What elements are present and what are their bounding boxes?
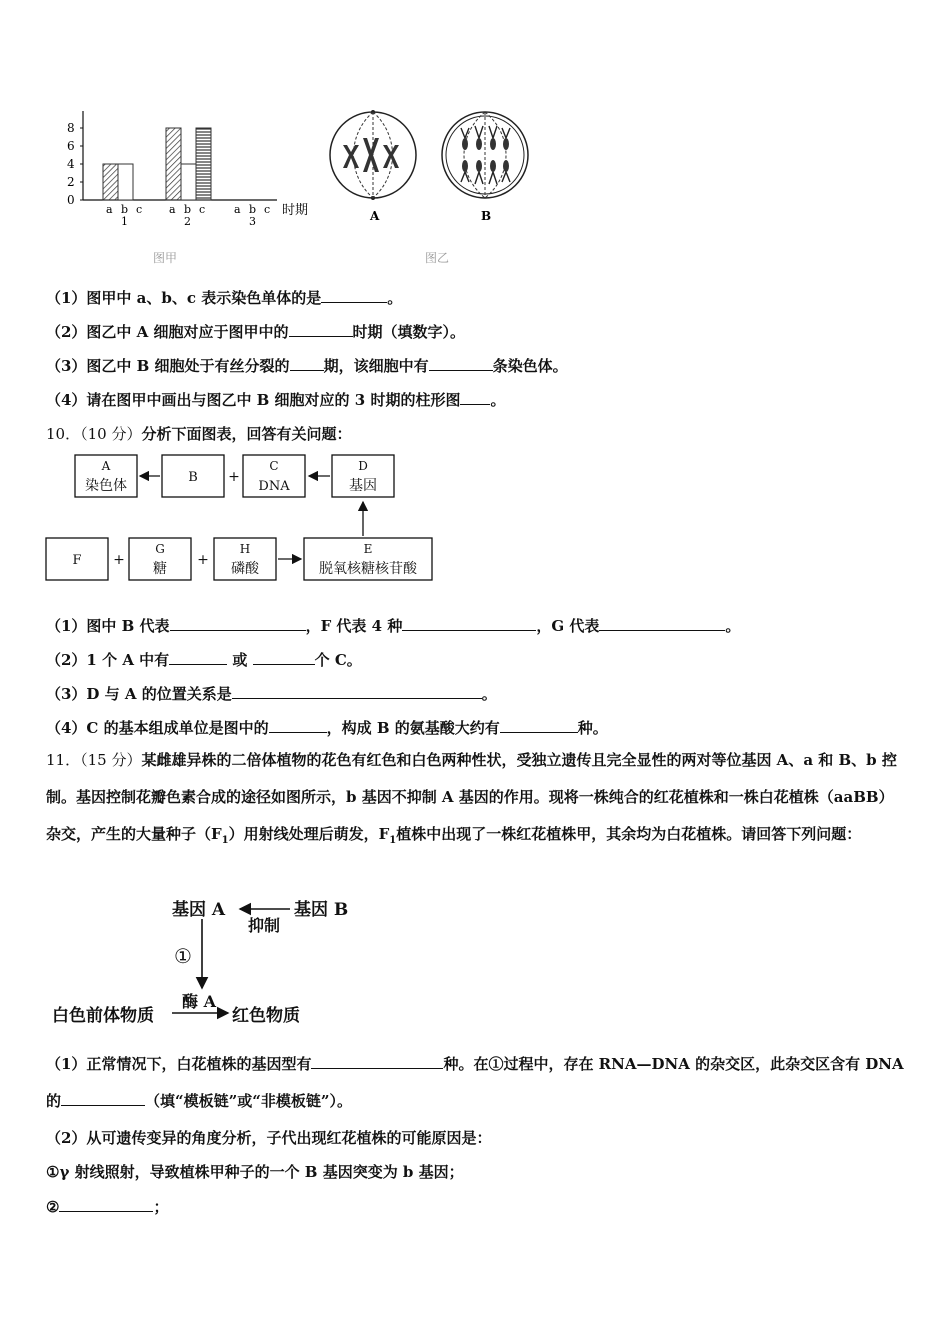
box-e-letter: E <box>363 542 373 556</box>
q10-2-end: 个 C。 <box>314 651 362 669</box>
chart-x-letter: b <box>121 203 129 216</box>
box-d-name: 基因 <box>349 478 377 494</box>
chart-x-letter: a <box>106 203 113 216</box>
enzyme-a-label: 酶 A <box>182 992 216 1011</box>
box-e-name: 脱氧核糖核苷酸 <box>319 561 417 577</box>
q10-number: 10．（10 分） <box>46 425 142 443</box>
inhibit-label: 抑制 <box>248 916 281 935</box>
q10-2-text: （2）1 个 A 中有 <box>46 651 170 669</box>
q10-line-1 <box>46 615 740 636</box>
chart-x-letter: c <box>199 203 206 216</box>
q9-4-text: （4）请在图甲中画出与图乙中 B 细胞对应的 3 时期的柱形图 <box>46 391 461 409</box>
figure-yi-cells <box>325 100 545 265</box>
q10-1-blank-a[interactable] <box>170 615 306 631</box>
box-h-name: 磷酸 <box>231 561 259 577</box>
q9-2-blank[interactable] <box>289 321 353 337</box>
q10-2-mid: 或 <box>227 651 253 669</box>
chart-x-period-label: 3 <box>249 215 256 228</box>
q10-title: 分析下面图表，回答有关问题： <box>141 425 352 443</box>
cell-a-label: A <box>370 209 380 223</box>
chart-y-tick-label: 8 <box>67 121 75 135</box>
chart-x-letter: a <box>169 203 176 216</box>
plus-gh: + <box>197 552 209 568</box>
q10-4-text: （4）C 的基本组成单位是图中的 <box>46 719 269 737</box>
q11-number: 11．（15 分） <box>46 751 142 769</box>
q9-3-text: （3）图乙中 B 细胞处于有丝分裂的 <box>46 357 290 375</box>
q9-4-blank[interactable] <box>460 389 490 405</box>
box-a-name: 染色体 <box>85 478 127 494</box>
cell-a-diagram <box>330 110 416 223</box>
chart-x-letter: c <box>264 203 271 216</box>
chart-x-letter: b <box>249 203 257 216</box>
q11-reason-1-text: ①γ 射线照射，导致植株甲种子的一个 B 基因突变为 b 基因； <box>46 1163 464 1181</box>
box-a-letter: A <box>101 459 111 473</box>
q9-1-end: 。 <box>387 289 403 307</box>
q11-intro-text-3: 植株中出现了一株红花植株甲，其余均为白花植株。请回答下列问题： <box>396 825 862 843</box>
q10-3-text: （3）D 与 A 的位置关系是 <box>46 685 232 703</box>
q10-1-blank-b[interactable] <box>402 615 536 631</box>
q11-1-blank-a[interactable] <box>311 1053 443 1069</box>
q10-1-end: 。 <box>725 617 741 635</box>
q11-reason-2-blank[interactable] <box>59 1196 153 1212</box>
chart-caption: 图甲 <box>153 251 178 265</box>
q9-3-mid: 期，该细胞中有 <box>323 357 429 375</box>
q9-1-text: （1）图甲中 a、b、c 表示染色单体的是 <box>46 289 322 307</box>
q9-line-1 <box>46 287 402 308</box>
chart-y-tick-label: 4 <box>67 157 75 171</box>
box-g-letter: G <box>155 542 165 556</box>
chart-bar-b-2 <box>181 164 196 200</box>
box-b-letter: B <box>188 470 198 485</box>
chart-bar-b-1 <box>118 164 133 200</box>
q10-2-blank-b[interactable] <box>253 649 315 665</box>
q10-2-blank-a[interactable] <box>169 649 227 665</box>
q11-intro-text-2: ）用射线处理后萌发，F <box>228 825 390 843</box>
chart-x-period-label: 1 <box>121 215 128 228</box>
q9-line-4 <box>46 389 505 410</box>
box-d-letter: D <box>358 459 368 473</box>
chart-bar-a-1 <box>103 164 118 200</box>
q11-intro <box>46 742 906 859</box>
q9-2-text: （2）图乙中 A 细胞对应于图甲中的 <box>46 323 289 341</box>
q9-4-end: 。 <box>490 391 506 409</box>
gene-a-label: 基因 A <box>172 900 226 920</box>
q10-line-2 <box>46 649 362 670</box>
q10-3-end: 。 <box>481 685 497 703</box>
figure-yi-caption: 图乙 <box>425 251 450 265</box>
q10-1-text: （1）图中 B 代表 <box>46 617 170 635</box>
chart-x-letter: b <box>184 203 192 216</box>
chart-x-axis-title: 时期 <box>282 203 309 218</box>
q11-q2 <box>46 1128 491 1148</box>
q11-intro-text-1: 某雌雄异株的二倍体植物的花色有红色和白色两种性状，受独立遗传且完全显性的两对等位基因 A、a 和 B、b 控制。基因控制花瓣色素合成的途径如图所示，b 基因不抑制 A 基因的作用。现将一株纯合的红花植株和一株白花植株（aaBB）杂交，产生的大量种子（F <box>46 751 897 843</box>
q11-sub-2: 1 <box>389 835 397 846</box>
q9-3-blank-b[interactable] <box>429 355 493 371</box>
chart-x-period-label: 2 <box>184 215 191 228</box>
q10-4-mid: ，构成 B 的氨基酸大约有 <box>326 719 500 737</box>
q9-3-blank-a[interactable] <box>290 355 324 371</box>
white-precursor-label: 白色前体物质 <box>52 1006 154 1026</box>
q11-reason-2-end: ； <box>153 1198 169 1216</box>
q11-1-mid: 种。在①过程中，存在 RNA—DNA 的杂交区，此杂交区含有 DNA 的 <box>46 1055 904 1110</box>
q11-pathway-diagram <box>50 893 370 1038</box>
chart-y-tick-label: 2 <box>67 175 75 189</box>
box-g-name: 糖 <box>153 561 167 577</box>
cell-b-label: B <box>481 209 492 223</box>
q9-3-end: 条染色体。 <box>492 357 568 375</box>
chart-y-tick-label: 6 <box>67 139 75 153</box>
q10-line-4 <box>46 717 608 738</box>
q10-line-3 <box>46 683 497 704</box>
q10-concept-diagram <box>40 450 440 585</box>
q11-reason-2 <box>46 1196 168 1217</box>
chart-bar-a-2 <box>166 128 181 200</box>
q11-q1 <box>46 1046 906 1120</box>
q10-4-blank-b[interactable] <box>500 717 578 733</box>
q11-1-text: （1）正常情况下，白花植株的基因型有 <box>46 1055 312 1073</box>
q9-2-end: 时期（填数字）。 <box>352 323 466 341</box>
box-h-letter: H <box>239 542 251 556</box>
chart-y-tick-label: 0 <box>67 193 75 207</box>
box-f-letter: F <box>72 553 82 568</box>
plus-bc: + <box>228 469 240 485</box>
chart-bar-c-2 <box>196 128 211 200</box>
q11-1-end: （填“模板链”或“非模板链”）。 <box>145 1092 353 1110</box>
q10-3-blank[interactable] <box>232 683 482 699</box>
q10-4-end: 种。 <box>577 719 608 737</box>
q11-reason-2-num: ② <box>46 1198 60 1216</box>
q10-4-blank-a[interactable] <box>269 717 327 733</box>
box-c-name: DNA <box>258 479 290 494</box>
q9-line-2 <box>46 321 465 342</box>
q9-line-3 <box>46 355 568 376</box>
box-c-letter: C <box>269 459 279 473</box>
q10-1-mid: ，F 代表 4 种 <box>305 617 403 635</box>
gene-b-label: 基因 B <box>294 900 349 920</box>
q11-2-text: （2）从可遗传变异的角度分析，子代出现红花植株的可能原因是： <box>46 1129 492 1147</box>
q9-1-blank[interactable] <box>321 287 387 303</box>
q11-reason-1 <box>46 1162 464 1182</box>
q10-1-mid2: ，G 代表 <box>536 617 600 635</box>
figure-jia-chart <box>55 95 335 270</box>
cell-b-diagram <box>442 112 528 223</box>
step-one-label: ① <box>174 944 192 968</box>
q11-sub-1: 1 <box>221 835 229 846</box>
chart-x-letter: c <box>136 203 143 216</box>
q10-1-blank-c[interactable] <box>599 615 725 631</box>
q11-1-blank-b[interactable] <box>61 1090 145 1106</box>
plus-fg: + <box>113 552 125 568</box>
q10-header <box>46 424 351 444</box>
chart-x-letter: a <box>234 203 241 216</box>
red-substance-label: 红色物质 <box>232 1006 300 1026</box>
